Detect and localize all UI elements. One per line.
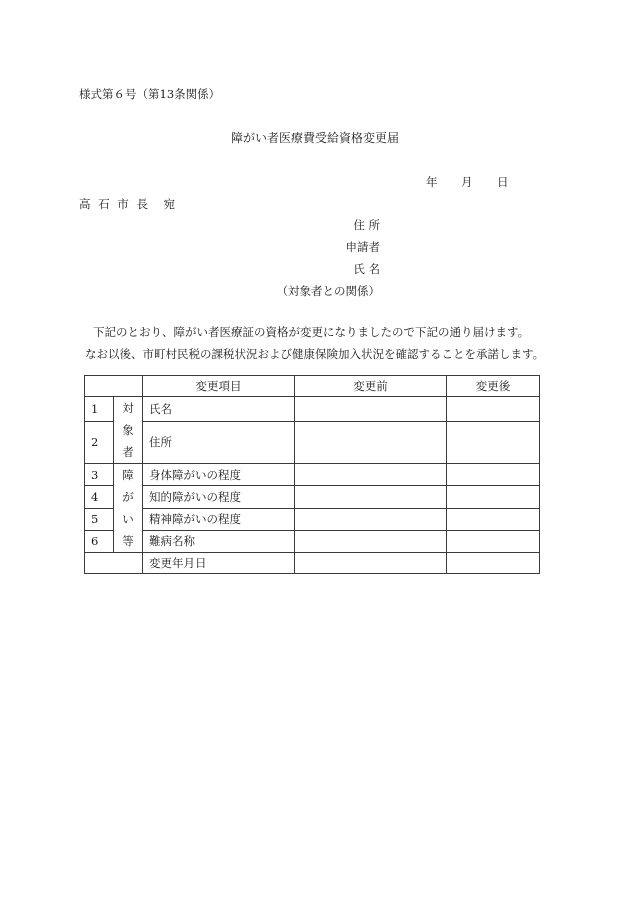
date-month-label: 月 (461, 175, 473, 189)
category-char: い (122, 512, 134, 526)
category-char: 等 (122, 534, 134, 548)
change-item-name: 氏名 (143, 397, 295, 422)
after-value-cell[interactable] (447, 508, 540, 530)
applicant-name-label: 氏 名 (353, 262, 380, 276)
category-char: 者 (122, 445, 134, 459)
footer-blank-cell (85, 553, 143, 574)
change-date-before-cell[interactable] (295, 553, 447, 574)
header-after: 変更後 (447, 376, 540, 397)
change-items-table (84, 375, 540, 574)
body-text-line-2: なお以後、市町村民税の課税状況および健康保険加入状況を確認することを承諾します。 (85, 347, 545, 361)
after-value-cell[interactable] (447, 464, 540, 486)
category-char: が (122, 490, 134, 504)
before-value-cell[interactable] (295, 486, 447, 508)
form-number: 様式第６号（第13条関係） (79, 87, 221, 101)
header-before: 変更前 (295, 376, 447, 397)
row-number: 5 (85, 508, 114, 530)
date-year-label: 年 (426, 175, 438, 189)
before-value-cell[interactable] (295, 464, 447, 486)
row-number: 1 (85, 397, 114, 422)
row-number: 6 (85, 530, 114, 552)
after-value-cell[interactable] (447, 421, 540, 463)
change-item-physical: 身体障がいの程度 (143, 464, 295, 486)
category-char: 象 (122, 423, 134, 437)
change-item-address: 住所 (143, 421, 295, 463)
table-row (85, 464, 540, 486)
before-value-cell[interactable] (295, 421, 447, 463)
table-header-row (85, 376, 540, 397)
date-day-label: 日 (497, 175, 509, 189)
table-row (85, 530, 540, 552)
body-text-line-1: 下記のとおり、障がい者医療証の資格が変更になりましたので下記の通り届けます。 (93, 325, 530, 339)
before-value-cell[interactable] (295, 530, 447, 552)
table-row (85, 486, 540, 508)
table-row (85, 421, 540, 463)
change-date-after-cell[interactable] (447, 553, 540, 574)
table-row (85, 508, 540, 530)
row-number: 3 (85, 464, 114, 486)
row-number: 2 (85, 421, 114, 463)
change-item-mental: 精神障がいの程度 (143, 508, 295, 530)
applicant-relation-label: （対象者との関係） (276, 284, 380, 298)
table-footer-row (85, 553, 540, 574)
category-char: 対 (122, 401, 134, 415)
applicant-label: 申請者 (345, 240, 380, 254)
before-value-cell[interactable] (295, 508, 447, 530)
after-value-cell[interactable] (447, 397, 540, 422)
before-value-cell[interactable] (295, 397, 447, 422)
category-subject (114, 397, 143, 464)
table-row (85, 397, 540, 422)
change-item-disease: 難病名称 (143, 530, 295, 552)
after-value-cell[interactable] (447, 530, 540, 552)
after-value-cell[interactable] (447, 486, 540, 508)
category-disability (114, 464, 143, 553)
addressee: 高 石 市 長 宛 (79, 197, 177, 211)
change-item-intellectual: 知的障がいの程度 (143, 486, 295, 508)
applicant-address-label: 住 所 (353, 218, 380, 232)
page-title: 障がい者医療費受給資格変更届 (230, 131, 399, 145)
header-blank-cell (85, 376, 143, 397)
row-number: 4 (85, 486, 114, 508)
change-date-label: 変更年月日 (143, 553, 295, 574)
category-char: 障 (122, 468, 134, 482)
header-change-item: 変更項目 (143, 376, 295, 397)
